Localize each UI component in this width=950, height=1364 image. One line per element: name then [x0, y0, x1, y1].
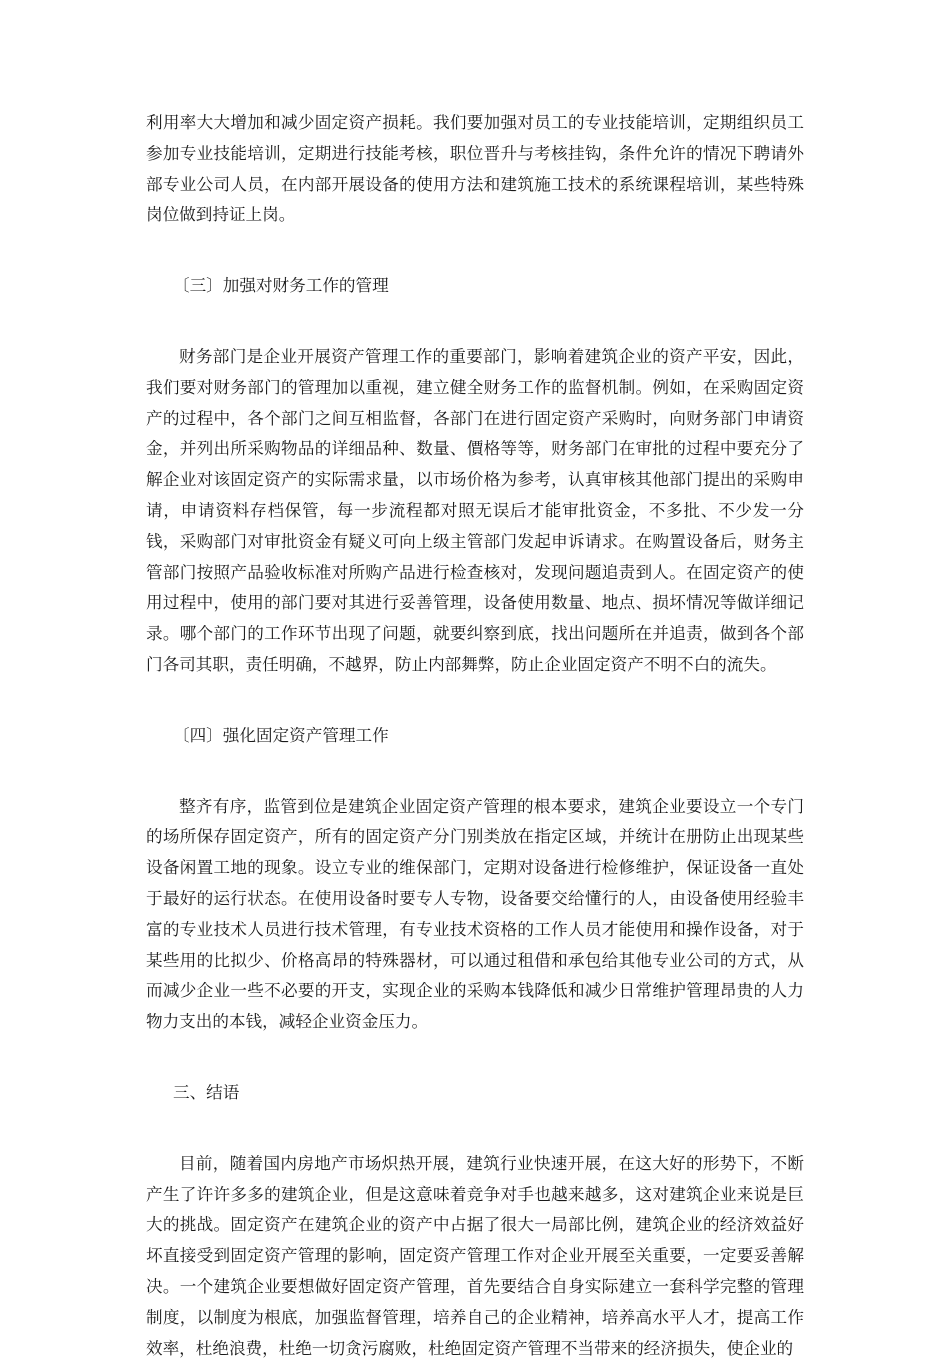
spacer [146, 1109, 804, 1149]
spacer [146, 752, 804, 792]
paragraph-finance: 财务部门是企业开展资产管理工作的重要部门，影响着建筑企业的资产平安，因此，我们要对财务部门的管理加以重视，建立健全财务工作的监督机制。例如，在采购固定资产的过程中，各个部门之间互相监督，各部门在进行固定资产采购时，向财务部门申请资金，并列出所采购物品的详细品种、数量、價格等等，财务部门在审批的过程中要充分了解企业对该固定资产的实际需求量，以市场价格为参考，认真审核其他部门提出的采购申请，申请资料存档保管，每一步流程都对照无误后才能审批资金，不多批、不少发一分钱，采购部门对审批资金有疑义可向上级主管部门发起申诉请求。在购置设备后，财务主管部门按照产品验收标准对所购产品进行检查核对，发现问题追责到人。在固定资产的使用过程中，使用的部门要对其进行妥善管理，设备使用数量、地点、损坏情况等做详细记录。哪个部门的工作环节出现了问题，就要纠察到底，找出问题所在并追责，做到各个部门各司其职，责任明确，不越界，防止内部舞弊，防止企业固定资产不明不白的流失。 [146, 346, 804, 674]
paragraph-training: 利用率大大增加和减少固定资产损耗。我们要加强对员工的专业技能培训，定期组织员工参加专业技能培训，定期进行技能考核，职位晋升与考核挂钩，条件允许的情况下聘请外部专业公司人员，在内部开展设备的使用方法和建筑施工技术的系统课程培训，某些特殊岗位做到持证上岗。 [146, 113, 804, 225]
heading-conclusion: 三、结语 [173, 1082, 240, 1102]
spacer [146, 231, 804, 271]
spacer [146, 1038, 804, 1078]
spacer [146, 681, 804, 721]
heading-finance-management: 〔三〕加强对财务工作的管理 [173, 276, 389, 296]
spacer [146, 302, 804, 342]
paragraph-fixed-assets: 整齐有序，监管到位是建筑企业固定资产管理的根本要求，建筑企业要设立一个专门的场所保存固定资产，所有的固定资产分门别类放在指定区域，并统计在册防止出现某些设备闲置工地的现象。设立专业的维保部门，定期对设备进行检修维护，保证设备一直处于最好的运行状态。在使用设备时要专人专物，设备要交给懂行的人，由设备使用经验丰富的专业技术人员进行技术管理，有专业技术资格的工作人员才能使用和操作设备，对于某些用的比拟少、价格高昂的特殊器材，可以通过租借和承包给其他专业公司的方式，从而减少企业一些不必要的开支，实现企业的采购本钱降低和减少日常维护管理昂贵的人力物力支出的本钱，减轻企业资金压力。 [146, 796, 804, 1032]
document-page [146, 108, 804, 1364]
heading-fixed-asset-management: 〔四〕强化固定资产管理工作 [173, 725, 389, 745]
paragraph-conclusion: 目前，随着国内房地产市场炽热开展，建筑行业快速开展，在这大好的形势下，不断产生了许许多多的建筑企业，但是这意味着竞争对手也越来越多，这对建筑企业来说是巨大的挑战。固定资产在建筑企业的资产中占据了很大一局部比例，建筑企业的经济效益好坏直接受到固定资产管理的影响，固定资产管理工作对企业开展至关重要，一定要妥善解决。一个建筑企业要想做好固定资产管理，首先要结合自身实际建立一套科学完整的管理制度，以制度为根底，加强监督管理，培养自己的企业精神，培养高水平人才，提高工作效率，杜绝浪费，杜绝一切贪污腐败，杜绝固定资产管理不当带来的经济损失，使企业的 [146, 1153, 804, 1358]
